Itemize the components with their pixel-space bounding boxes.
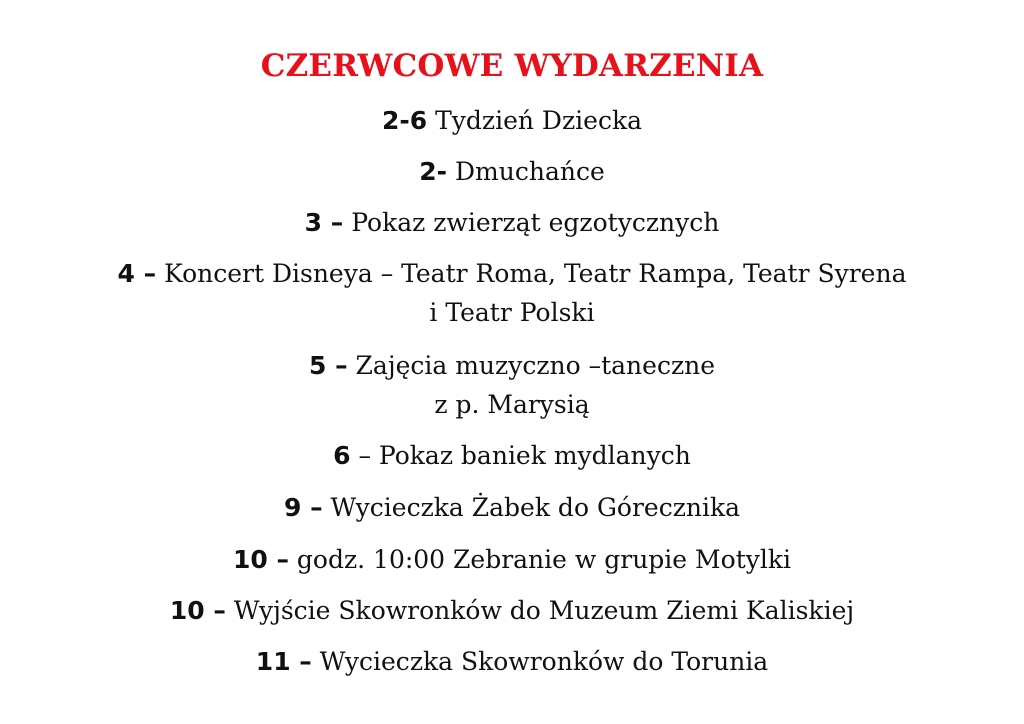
document-title: CZERWCOWE WYDARZENIA bbox=[260, 48, 764, 84]
event-date: 6 bbox=[333, 441, 351, 470]
event-date: 4 – bbox=[117, 259, 157, 288]
event-date: 3 – bbox=[304, 208, 344, 237]
event-date: 9 – bbox=[283, 493, 323, 522]
event-date: 2-6 bbox=[382, 106, 428, 135]
event-line-8 bbox=[0, 543, 1024, 577]
event-date: 10 – bbox=[232, 545, 289, 574]
event-text: Wycieczka Skowronków do Torunia bbox=[319, 647, 769, 676]
event-date: 2- bbox=[419, 157, 448, 186]
event-text: Koncert Disneya – Teatr Roma, Teatr Rampa, Teatr Syrena bbox=[164, 259, 907, 288]
event-line-2 bbox=[0, 155, 1024, 189]
event-line-7 bbox=[0, 491, 1024, 525]
event-text: Pokaz zwierząt egzotycznych bbox=[351, 208, 720, 237]
event-line-4-continuation: i Teatr Polski bbox=[429, 298, 595, 327]
event-text: Dmuchańce bbox=[454, 157, 605, 186]
event-text: Wyjście Skowronków do Muzeum Ziemi Kaliskiej bbox=[233, 596, 855, 625]
event-line-5-continuation: z p. Marysią bbox=[434, 390, 590, 419]
event-text: Tydzień Dziecka bbox=[435, 106, 642, 135]
event-text: Wycieczka Żabek do Górecznika bbox=[330, 493, 741, 522]
event-text: – Pokaz baniek mydlanych bbox=[358, 441, 691, 470]
event-line-3 bbox=[0, 206, 1024, 240]
event-line-6 bbox=[0, 439, 1024, 473]
event-text: godz. 10:00 Zebranie w grupie Motylki bbox=[296, 545, 792, 574]
event-line-9 bbox=[0, 594, 1024, 628]
event-line-5 bbox=[0, 349, 1024, 383]
event-line-4 bbox=[0, 257, 1024, 291]
event-line-1 bbox=[0, 104, 1024, 138]
event-line-10 bbox=[0, 645, 1024, 679]
event-date: 11 – bbox=[255, 647, 312, 676]
event-date: 5 – bbox=[308, 351, 348, 380]
event-date: 10 – bbox=[169, 596, 226, 625]
event-text: Zajęcia muzyczno –taneczne bbox=[355, 351, 716, 380]
